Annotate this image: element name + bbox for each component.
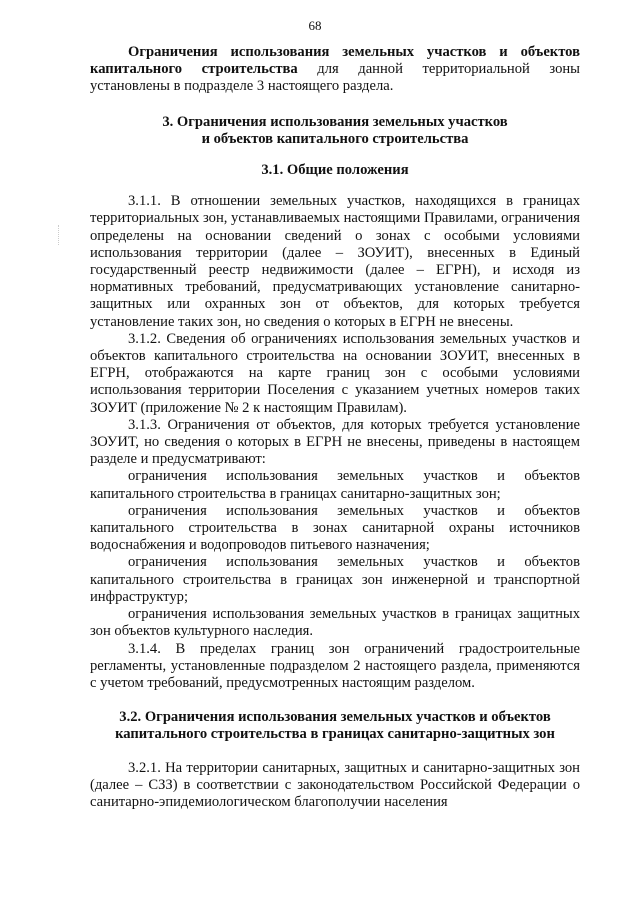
list-item: ограничения использования земельных участков и объектов капитального строительства в границах зон инженерной и транспортной инфраструктур; xyxy=(90,554,580,605)
margin-mark xyxy=(58,225,61,245)
paragraph-3-2-1: 3.2.1. На территории санитарных, защитных и санитарно-защитных зон (далее – СЗЗ) в соответствии с законодательством Российской Федерации о санитарно-эпидемиологическом благополучии населения xyxy=(90,759,580,810)
section-3-2-heading xyxy=(90,709,580,743)
section-3-heading-line1: 3. Ограничения использования земельных участков xyxy=(162,113,508,130)
page-number: 68 xyxy=(308,18,322,33)
paragraph-3-1-2: 3.1.2. Сведения об ограничениях использования земельных участков и объектов капитального строительства на основании ЗОУИТ, внесенных в ЕГРН, отображаются на карте границ зон с особыми условиями использования территории Поселения с указанием учетных номеров таких ЗОУИТ (приложение № 2 к настоящим Правилам). xyxy=(90,330,580,416)
section-3-heading xyxy=(90,114,580,148)
intro-paragraph xyxy=(90,44,580,96)
intro-rest-text: для данной территориальной зоны установлены в подразделе 3 настоящего раздела. xyxy=(90,61,580,95)
intro-bold-text: Ограничения использования земельных участков и объектов капитального строительства xyxy=(90,44,580,78)
section-3-1-heading: 3.1. Общие положения xyxy=(261,162,409,179)
paragraph-3-1-3: 3.1.3. Ограничения от объектов, для которых требуется установление ЗОУИТ, но сведения о которых в ЕГРН не внесены, приведены в настоящем разделе и предусматривают: xyxy=(90,416,580,468)
section-3-heading-line2: и объектов капитального строительства xyxy=(201,130,469,147)
list-item: ограничения использования земельных участков и объектов капитального строительства в границах санитарно-защитных зон; xyxy=(90,468,580,502)
section-3-2-heading-line1: 3.2. Ограничения использования земельных участков и объектов xyxy=(119,709,551,726)
paragraph-3-1-4: 3.1.4. В пределах границ зон ограничений градостроительные регламенты, установленные подразделом 2 настоящего раздела, применяются с учетом требований, предусмотренных настоящим разделом. xyxy=(90,640,580,691)
paragraph-3-1-1: 3.1.1. В отношении земельных участков, находящихся в границах территориальных зон, устанавливаемых настоящими Правилами, ограничения определены на основании сведений о зонах с особыми условиями использования территории (далее – ЗОУИТ), внесенных в Единый государственный реестр недвижимости (далее – ЕГРН), и исходя из нормативных требований, предусматривающих установление санитарно-защитных или охранных зон от объектов, для которых требуется установление таких зон, но сведения о которых в ЕГРН не внесены. xyxy=(90,193,580,330)
list-item: ограничения использования земельных участков в границах защитных зон объектов культурного наследия. xyxy=(90,606,580,640)
page-content xyxy=(90,44,580,811)
section-3-2-heading-line2: капитального строительства в границах санитарно-защитных зон xyxy=(115,726,555,743)
list-item: ограничения использования земельных участков и объектов капитального строительства в зонах санитарной охраны источников водоснабжения и водопроводов питьевого назначения; xyxy=(90,502,580,554)
